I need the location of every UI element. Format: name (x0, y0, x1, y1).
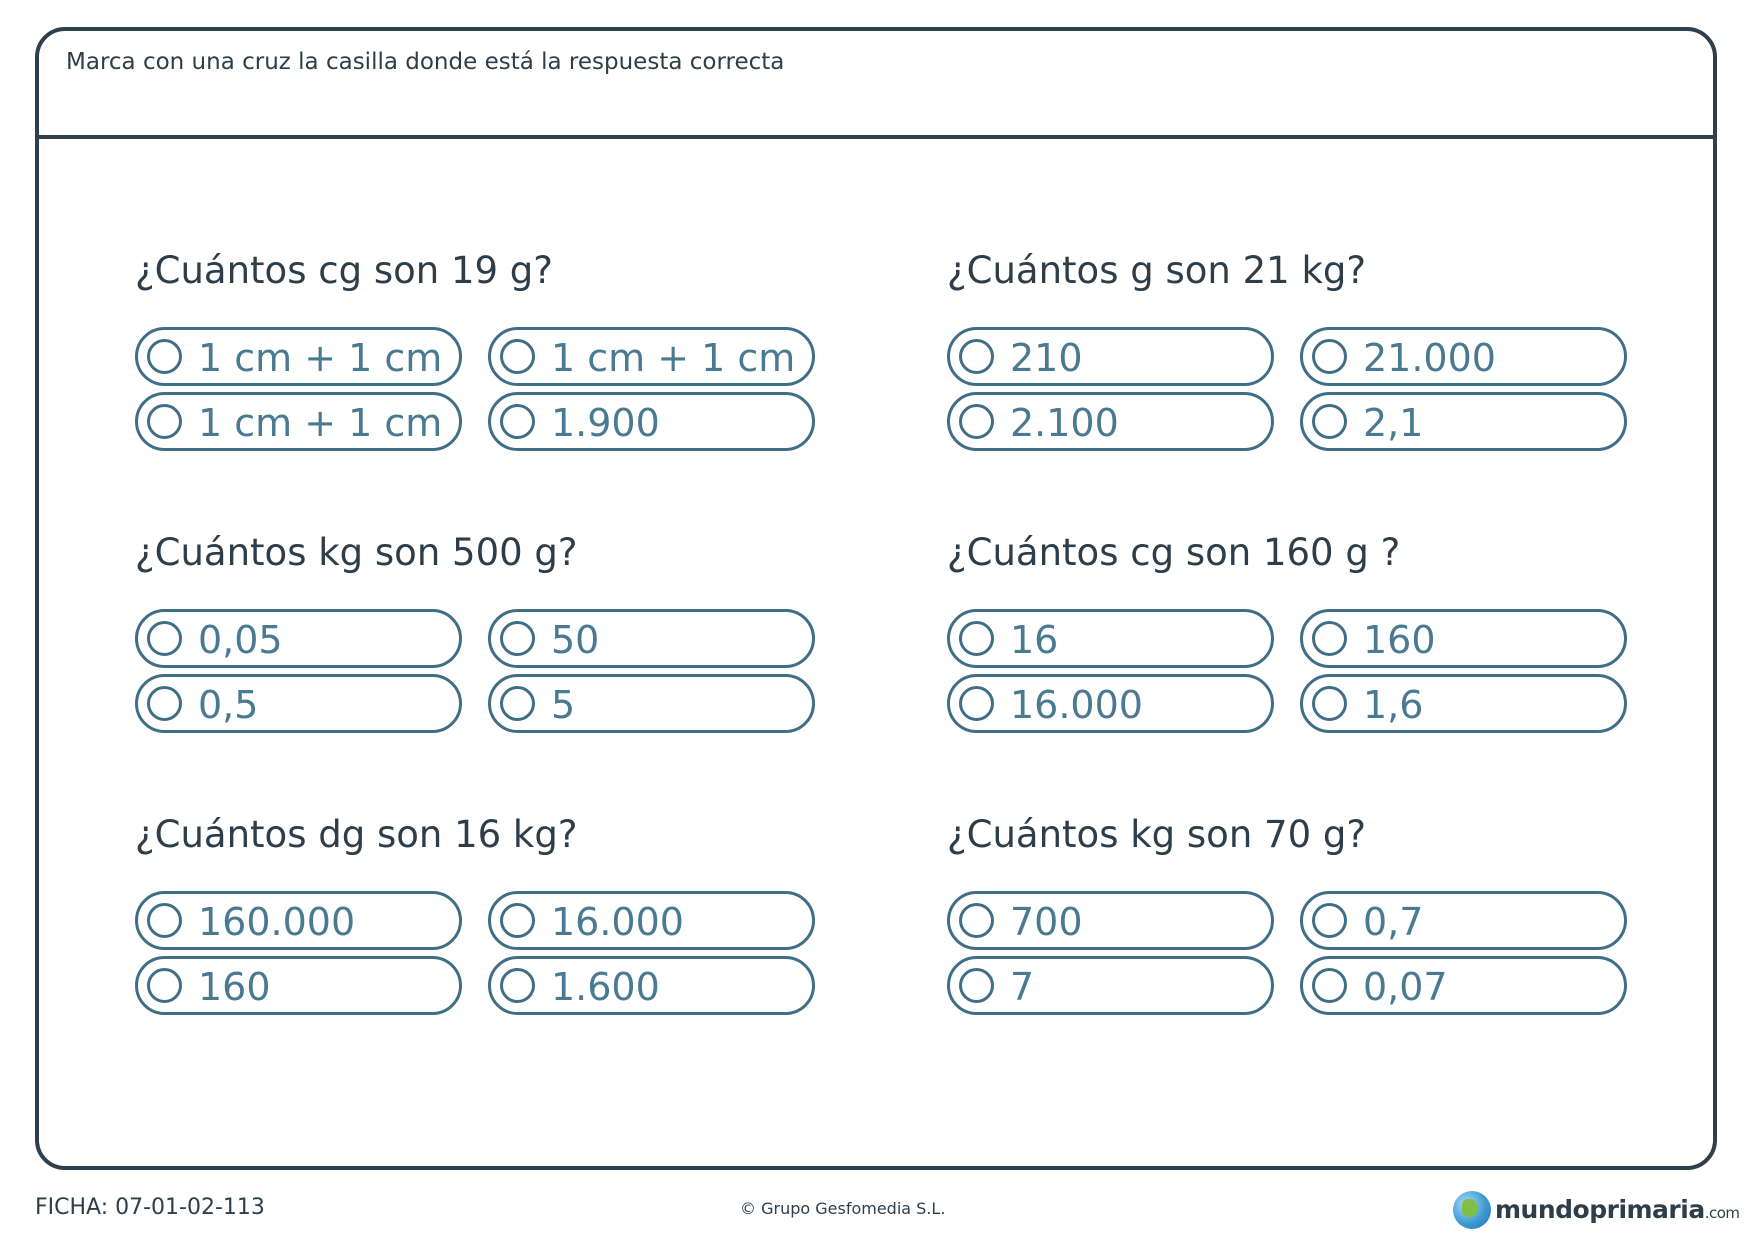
question-text: ¿Cuántos kg son 500 g? (135, 531, 578, 574)
question-block-2 (947, 249, 1667, 449)
radio-circle-icon[interactable] (500, 903, 535, 938)
question-text: ¿Cuántos cg son 19 g? (135, 249, 553, 292)
logo-name: mundoprimaria (1495, 1195, 1705, 1224)
radio-circle-icon[interactable] (500, 968, 535, 1003)
answer-option[interactable] (1300, 609, 1627, 668)
answer-label: 16.000 (551, 900, 684, 944)
question-block-4 (947, 531, 1667, 731)
radio-circle-icon[interactable] (147, 968, 182, 1003)
radio-circle-icon[interactable] (959, 339, 994, 374)
answer-label: 1 cm + 1 cm (551, 336, 796, 380)
radio-circle-icon[interactable] (147, 404, 182, 439)
logo-suffix: .com (1704, 1204, 1740, 1222)
answer-label: 2,1 (1363, 401, 1424, 445)
radio-circle-icon[interactable] (1312, 621, 1347, 656)
answer-label: 160 (1363, 618, 1436, 662)
answer-option[interactable] (1300, 392, 1627, 451)
answer-option[interactable] (947, 392, 1274, 451)
answer-label: 0,05 (198, 618, 283, 662)
instruction-text: Marca con una cruz la casilla donde está la respuesta correcta (66, 49, 785, 75)
answer-label: 210 (1010, 336, 1083, 380)
answer-label: 0,7 (1363, 900, 1424, 944)
radio-circle-icon[interactable] (959, 621, 994, 656)
radio-circle-icon[interactable] (500, 404, 535, 439)
radio-circle-icon[interactable] (147, 903, 182, 938)
answer-option[interactable] (1300, 956, 1627, 1015)
site-logo[interactable] (1453, 1191, 1740, 1231)
answer-label: 0,5 (198, 683, 259, 727)
answer-label: 1 cm + 1 cm (198, 401, 443, 445)
radio-circle-icon[interactable] (1312, 968, 1347, 1003)
answer-label: 1 cm + 1 cm (198, 336, 443, 380)
answer-label: 16.000 (1010, 683, 1143, 727)
answer-option[interactable] (135, 956, 462, 1015)
answer-option[interactable] (488, 956, 815, 1015)
answer-label: 21.000 (1363, 336, 1496, 380)
answer-label: 5 (551, 683, 576, 727)
answer-option[interactable] (135, 674, 462, 733)
radio-circle-icon[interactable] (959, 404, 994, 439)
question-block-3 (135, 531, 855, 731)
answer-label: 50 (551, 618, 600, 662)
answer-label: 1.900 (551, 401, 660, 445)
radio-circle-icon[interactable] (147, 621, 182, 656)
answer-option[interactable] (1300, 674, 1627, 733)
radio-circle-icon[interactable] (959, 903, 994, 938)
question-text: ¿Cuántos dg son 16 kg? (135, 813, 578, 856)
answer-label: 16 (1010, 618, 1059, 662)
answer-label: 2.100 (1010, 401, 1119, 445)
question-text: ¿Cuántos g son 21 kg? (947, 249, 1366, 292)
answer-option[interactable] (1300, 891, 1627, 950)
answer-option[interactable] (947, 674, 1274, 733)
answer-option[interactable] (488, 891, 815, 950)
answer-label: 0,07 (1363, 965, 1448, 1009)
answer-option[interactable] (135, 327, 462, 386)
copyright-notice: © Grupo Gesfomedia S.L. (740, 1199, 946, 1218)
radio-circle-icon[interactable] (500, 686, 535, 721)
instruction-bar (39, 31, 1713, 139)
question-text: ¿Cuántos kg son 70 g? (947, 813, 1366, 856)
radio-circle-icon[interactable] (500, 621, 535, 656)
answer-label: 700 (1010, 900, 1083, 944)
radio-circle-icon[interactable] (1312, 404, 1347, 439)
answer-option[interactable] (488, 674, 815, 733)
answer-label: 1.600 (551, 965, 660, 1009)
answer-label: 7 (1010, 965, 1035, 1009)
answer-option[interactable] (135, 609, 462, 668)
answer-label: 1,6 (1363, 683, 1424, 727)
answer-option[interactable] (135, 392, 462, 451)
answer-label: 160 (198, 965, 271, 1009)
answer-option[interactable] (1300, 327, 1627, 386)
globe-icon (1453, 1191, 1491, 1229)
answer-option[interactable] (947, 956, 1274, 1015)
radio-circle-icon[interactable] (1312, 686, 1347, 721)
answer-option[interactable] (488, 392, 815, 451)
answer-option[interactable] (488, 609, 815, 668)
radio-circle-icon[interactable] (1312, 903, 1347, 938)
answer-option[interactable] (947, 609, 1274, 668)
radio-circle-icon[interactable] (147, 339, 182, 374)
worksheet-code: FICHA: 07-01-02-113 (35, 1195, 265, 1220)
radio-circle-icon[interactable] (147, 686, 182, 721)
question-text: ¿Cuántos cg son 160 g ? (947, 531, 1401, 574)
radio-circle-icon[interactable] (959, 686, 994, 721)
answer-option[interactable] (135, 891, 462, 950)
logo-text (1495, 1195, 1740, 1224)
radio-circle-icon[interactable] (959, 968, 994, 1003)
answer-label: 160.000 (198, 900, 356, 944)
answer-option[interactable] (947, 891, 1274, 950)
radio-circle-icon[interactable] (500, 339, 535, 374)
question-block-1 (135, 249, 855, 449)
radio-circle-icon[interactable] (1312, 339, 1347, 374)
question-block-6 (947, 813, 1667, 1013)
answer-option[interactable] (947, 327, 1274, 386)
question-block-5 (135, 813, 855, 1013)
answer-option[interactable] (488, 327, 815, 386)
